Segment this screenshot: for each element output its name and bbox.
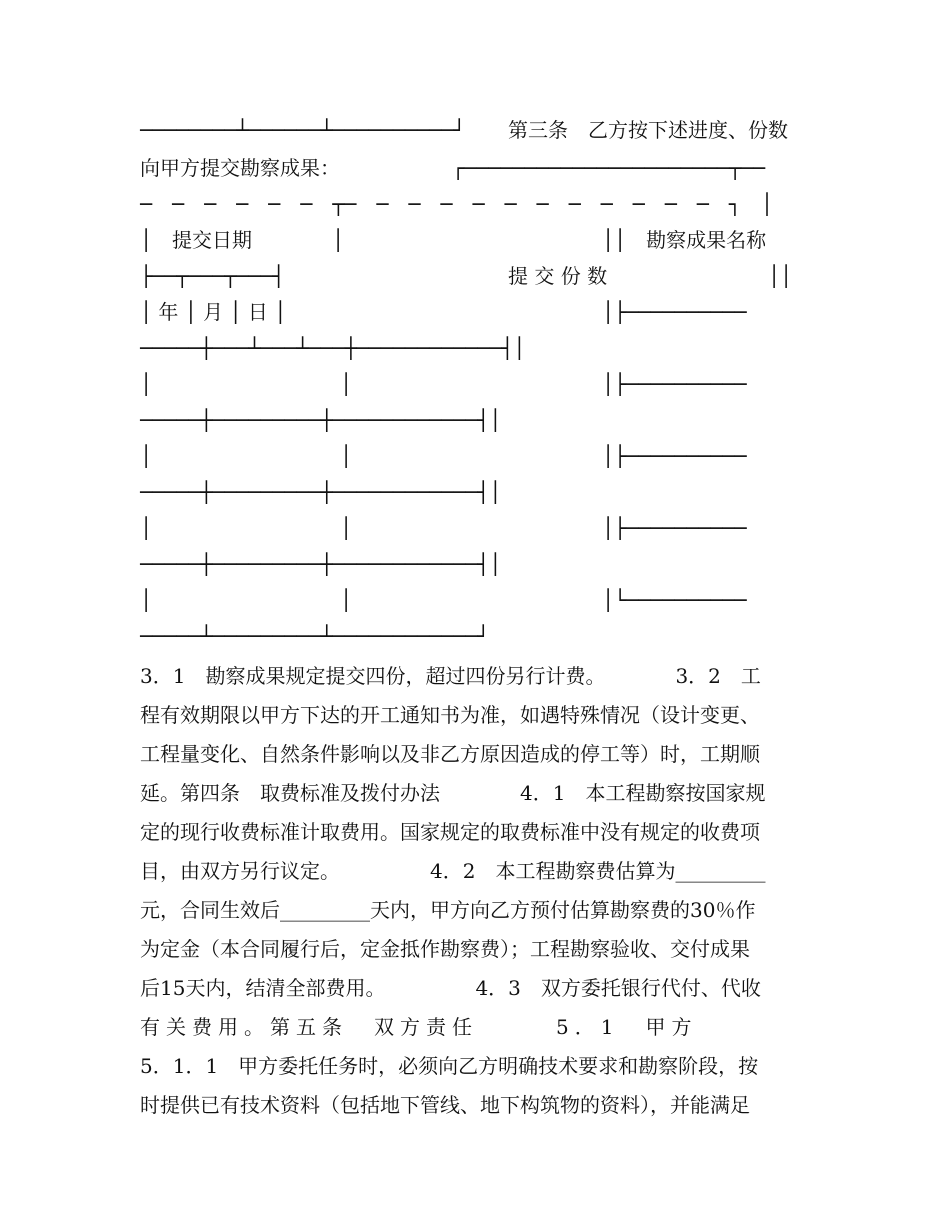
table-separator	[140, 402, 812, 439]
table-border: │	[340, 372, 353, 396]
table-border: │	[140, 444, 153, 468]
table-border: │├──────────	[602, 516, 747, 540]
article-3-text: 向甲方提交勘察成果：	[140, 156, 340, 180]
paragraph-line: 延。第四条 取费标准及拨付办法 4．1 本工程勘察按国家规	[140, 781, 766, 805]
table-border: │├──────────	[602, 444, 747, 468]
table-border: ─────┴─────────┴────────────┘	[140, 624, 490, 648]
table-line-3	[140, 186, 812, 223]
table-border: │	[140, 516, 153, 540]
table-row	[140, 438, 812, 475]
table-border: ─────┼─────────┼────────────┤│	[140, 552, 502, 576]
table-separator	[140, 330, 812, 367]
table-border: │	[140, 588, 153, 612]
table-border: ─────┼─────────┼────────────┤│	[140, 480, 502, 504]
table-border: │	[340, 588, 353, 612]
table-row	[140, 510, 812, 547]
table-border: │	[340, 516, 353, 540]
paragraph-line: 程有效期限以甲方下达的开工通知书为准，如遇特殊情况（设计变更、	[140, 703, 760, 727]
header-year-month-day: │ 年 │ 月 │ 日 │	[140, 300, 287, 324]
paragraph-line: 5．1．1 甲方委托任务时，必须向乙方明确技术要求和勘察阶段，按	[140, 1054, 759, 1078]
table-date-row	[140, 294, 812, 331]
table-header-row	[140, 222, 812, 259]
paragraph-line: 工程量变化、自然条件影响以及非乙方原因造成的停工等）时，工期顺	[140, 742, 760, 766]
header-submit-count: 提 交 份 数	[508, 264, 608, 288]
paragraph-line: 有关费用。第五条 双方责任 5．1 甲方	[140, 1015, 698, 1039]
header-result-name: ││ 勘察成果名称	[602, 228, 767, 252]
paragraph-line: 元，合同生效后_________天内，甲方向乙方预付估算勘察费的30％作	[140, 898, 756, 922]
table-border: ││	[768, 264, 793, 288]
table-border: ├──┬───┬───┤	[140, 264, 285, 288]
table-border: ─ ─ ─ ─ ─ ─ ┬─ ─ ─ ─ ─ ─ ─ ─ ─ ─ ─ ─ ┐ │	[140, 192, 773, 216]
header-submit-date: │ 提交日期 │	[140, 228, 345, 252]
paragraph-line: 3．1 勘察成果规定提交四份，超过四份另行计费。 3．2 工	[140, 664, 761, 688]
table-border: ─────┼─────────┼────────────┤│	[140, 408, 502, 432]
paragraph-line: 为定金（本合同履行后，定金抵作勘察费）；工程勘察验收、交付成果	[140, 937, 750, 961]
table-border: │└──────────	[602, 588, 747, 612]
table-border: │├──────────	[602, 372, 747, 396]
table-separator	[140, 474, 812, 511]
table-border: ─────┼───┴───┴───┼────────────┤│	[140, 336, 526, 360]
table-row	[140, 366, 812, 403]
table-row	[140, 582, 812, 619]
table-border: │	[340, 444, 353, 468]
table-border: │├──────────	[602, 300, 747, 324]
table-border: ┌──────────────────────┬──	[452, 156, 766, 180]
paragraph-line: 后15天内，结清全部费用。 4．3 双方委托银行代付、代收	[140, 976, 761, 1000]
paragraph-line: 定的现行收费标准计取费用。国家规定的取费标准中没有规定的收费项	[140, 820, 760, 844]
table-separator	[140, 546, 812, 583]
table-line-2	[140, 150, 812, 187]
article-3-heading: 第三条 乙方按下述进度、份数	[508, 118, 788, 142]
table-border: │	[140, 372, 153, 396]
table-subheader-row	[140, 258, 812, 295]
table-bottom-border	[140, 618, 812, 655]
paragraph-line: 时提供已有技术资料（包括地下管线、地下构筑物的资料），并能满足	[140, 1093, 750, 1117]
paragraph-line: 目，由双方另行议定。 4．2 本工程勘察费估算为_________	[140, 859, 766, 883]
table-line-1: ────────┴──────┴──────────┘ 第三条 乙方按下述进度、份数	[140, 112, 812, 149]
